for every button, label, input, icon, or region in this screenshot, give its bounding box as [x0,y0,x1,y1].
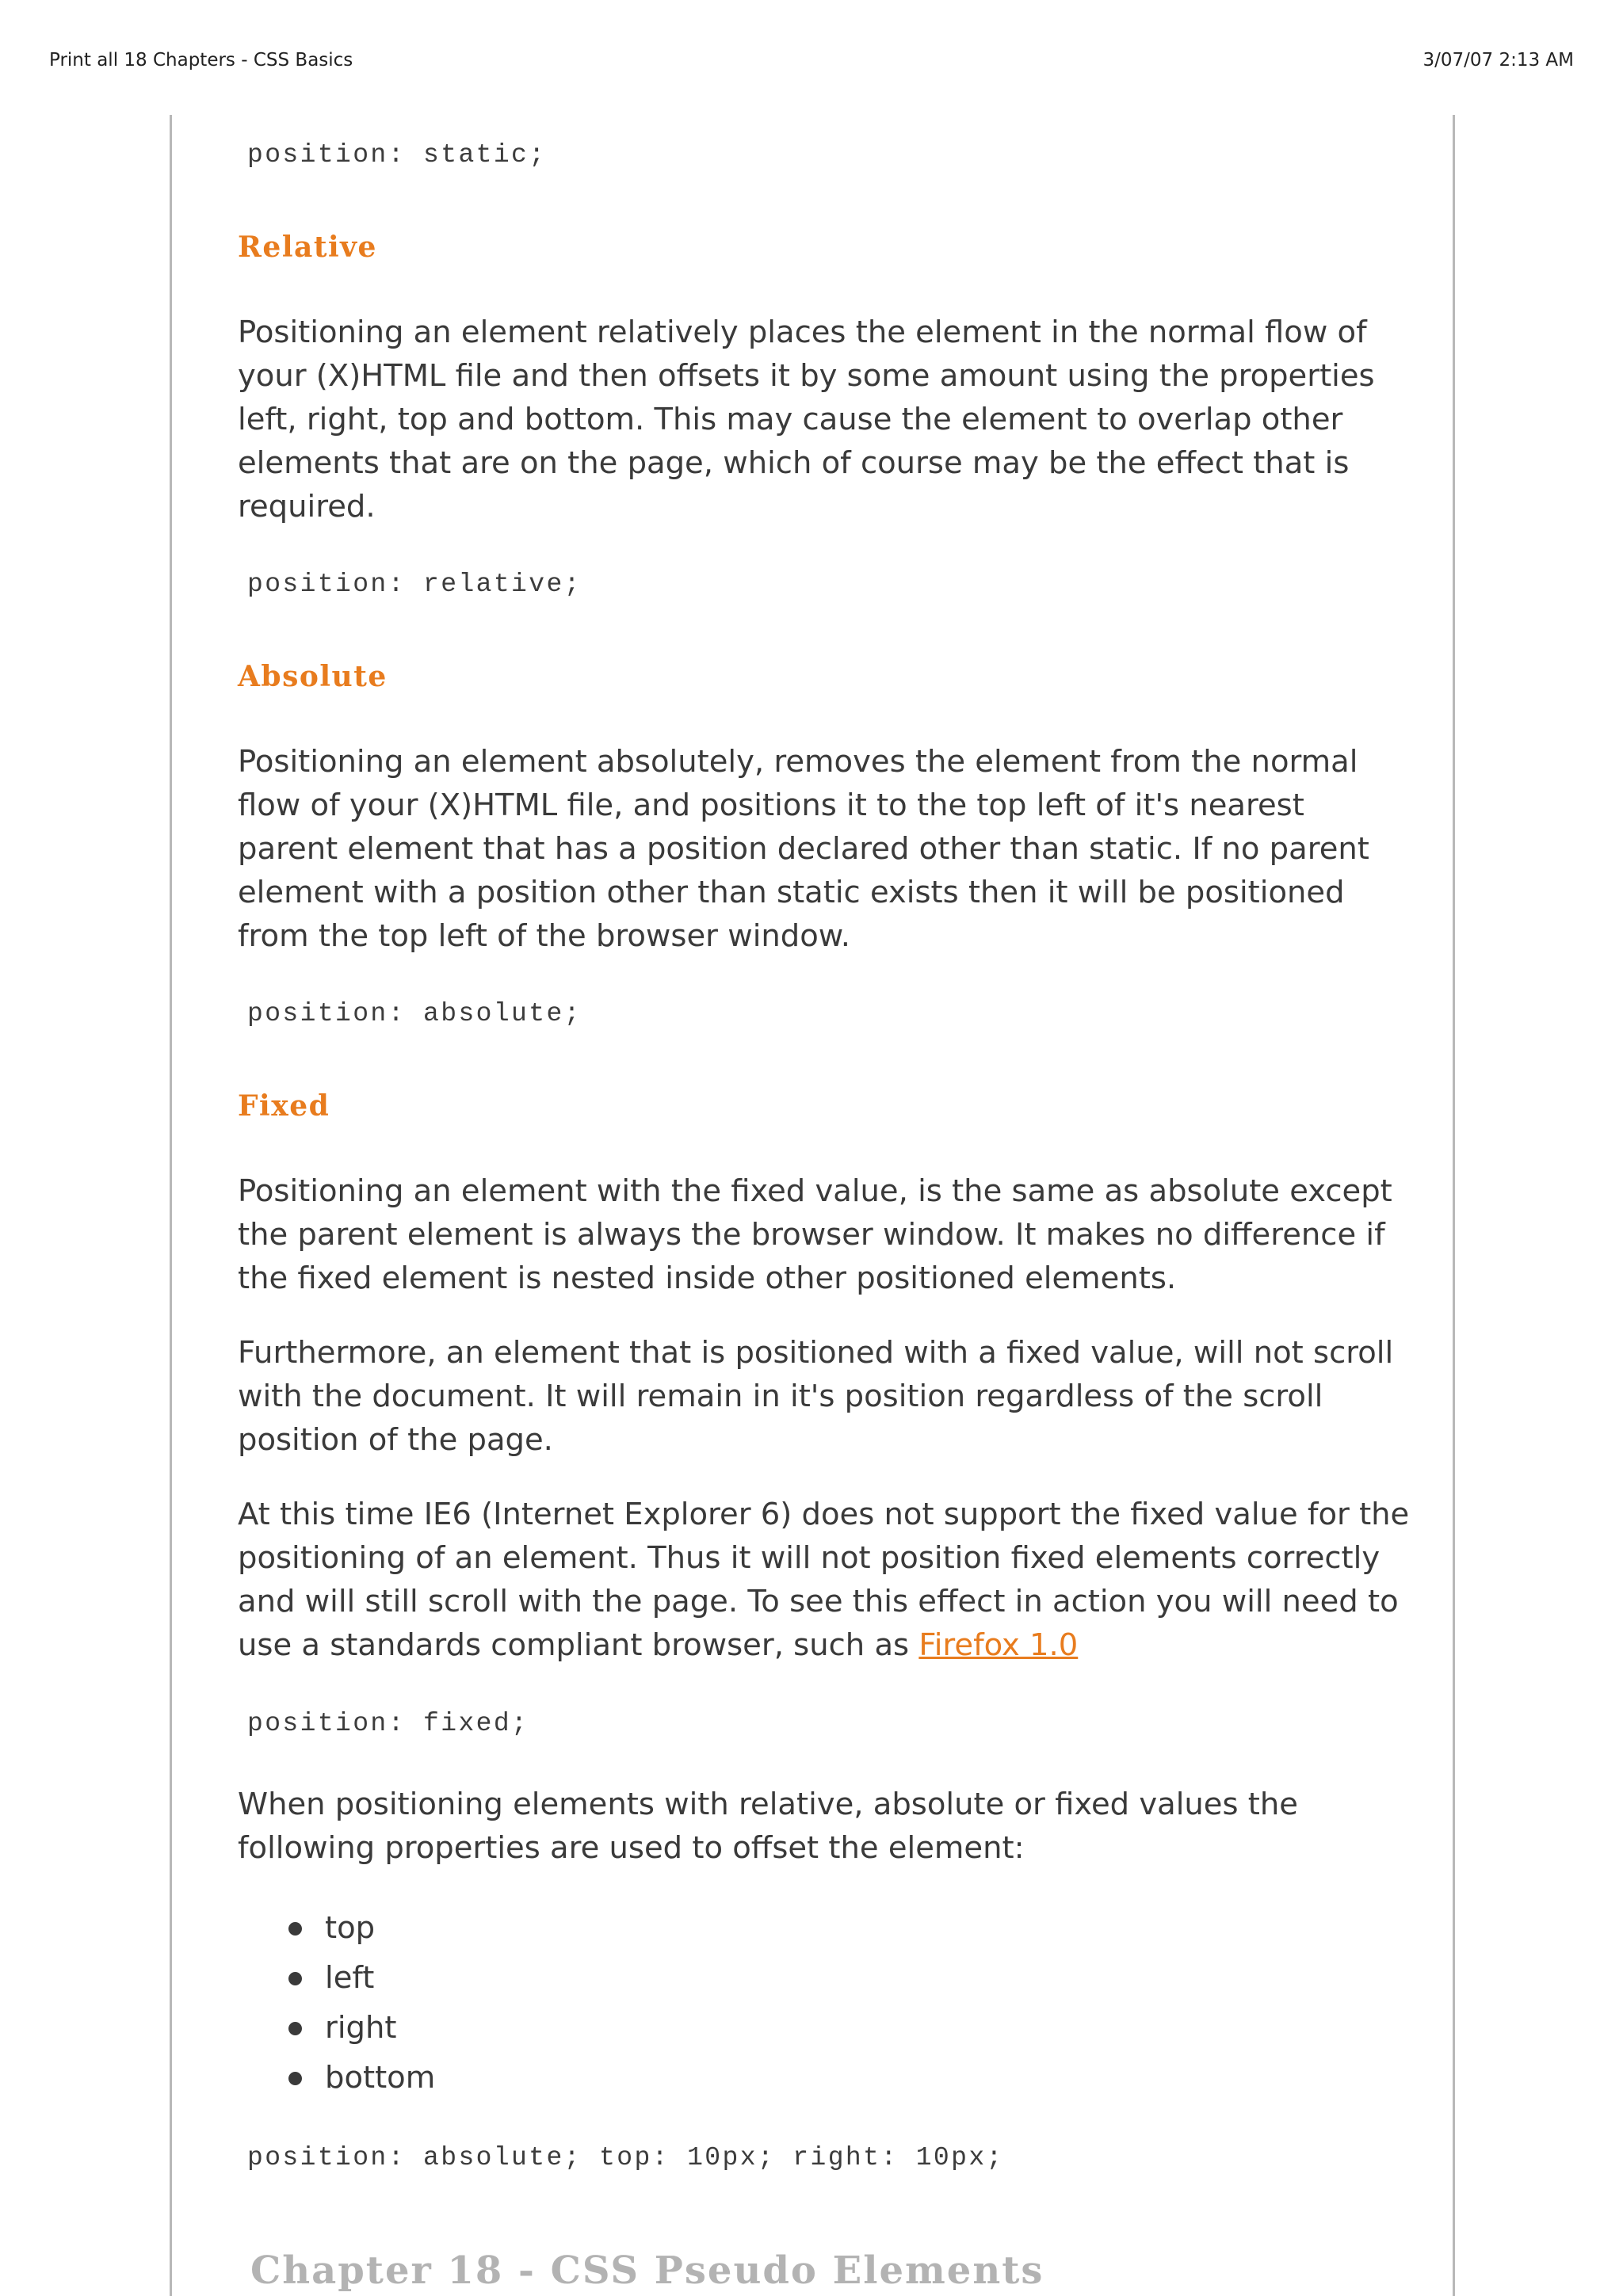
heading-fixed: Fixed [238,1089,330,1123]
code-relative: position: relative; [247,570,582,599]
heading-relative: Relative [238,231,377,264]
paragraph-fixed-1: Positioning an element with the fixed value, is the same as absolute except the parent element is always the browser window. It makes no difference if the fixed element is nested inside other positioned elements. [238,1173,1392,1296]
paragraph-fixed-3-text: At this time IE6 (Internet Explorer 6) does not support the fixed value for the positioning of an element. Thus it will not position fixed elements correctly and will still scroll with the page. To see this effect in action you will need to use a standards compliant browser, such as [238,1497,1410,1663]
list-item [238,2053,435,2103]
code-offsets: position: absolute; top: 10px; right: 10px; [247,2143,1004,2172]
paragraph-fixed-3 [238,1493,1411,1667]
bullet-dot-icon [288,1922,302,1936]
heading-absolute: Absolute [238,660,388,693]
code-static: position: static; [247,140,547,170]
bullet-dot-icon [288,2072,302,2085]
list-item [238,1903,435,1953]
list-item [238,2003,435,2053]
print-datetime: 3/07/07 2:13 AM [1423,50,1574,71]
offset-properties-list [238,1903,435,2103]
list-item-label: right [325,2010,397,2046]
next-chapter-title: Chapter 18 - CSS Pseudo Elements [250,2248,1044,2293]
paragraph-offsets-intro: When positioning elements with relative, absolute or fixed values the following properties are used to offset the element: [238,1787,1298,1866]
paragraph-relative: Positioning an element relatively places the element in the normal flow of your (X)HTML file and then offsets it by some amount using the properties left, right, top and bottom. This may cause the element to overlap other elements that are on the page, which of course may be the effect that is required. [238,315,1375,524]
list-item [238,1953,435,2003]
code-fixed: position: fixed; [247,1709,529,1738]
list-item-label: left [325,1960,375,1996]
print-page-title: Print all 18 Chapters - CSS Basics [49,50,353,71]
list-item-label: bottom [325,2060,436,2096]
paragraph-fixed-2: Furthermore, an element that is positioned with a fixed value, will not scroll with the document. It will remain in it's position regardless of the scroll position of the page. [238,1335,1394,1458]
bullet-dot-icon [288,1972,302,1985]
list-item-label: top [325,1910,376,1946]
firefox-link[interactable]: Firefox 1.0 [918,1627,1079,1663]
paragraph-absolute: Positioning an element absolutely, removes the element from the normal flow of your (X)HTML file, and positions it to the top left of it's nearest parent element that has a position declared other than static. If no parent element with a position other than static exists then it will be positioned from the top left of the browser window. [238,744,1369,954]
code-absolute: position: absolute; [247,999,582,1028]
print-header [49,46,1574,74]
bullet-dot-icon [288,2022,302,2035]
